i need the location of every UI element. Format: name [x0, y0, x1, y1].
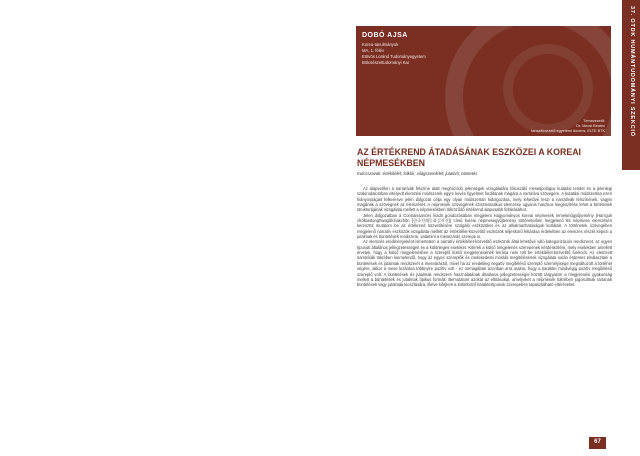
keywords-label: Kulcsszavak: — [357, 171, 382, 176]
page-number-badge — [589, 437, 606, 449]
page-number: 67 — [594, 439, 601, 445]
keywords-line — [357, 171, 612, 176]
body-paragraph: Az alapvetően a narratívák felszíne alatt meghúzódó jelenségek vizsgálatára fókuszáló mesetipológiai kutatási terület és a jelenlegi szakirodalomban elterjedt elemzési módszerek egyre kevés figyelmet fordítanak magára a narratíva szövegére. A kutatási módszertan ezen hiányosságait felkeresve jelen dolgozat célja egy olyan módszertan kidolgozása, mely lehetővé teszi a narratívák felszínének, vagyis magának a szövegnek az elemzését. A népmesék szövegének szisztematikus elemzése ugyanis hasznos kiegészítése lehet a történetek strukturájának vizsgálata mellett a népmesékben tükröződő értékrend alaposabb feltárásához. — [357, 186, 612, 213]
body-paragraph: Az elemzés eredményeként ismertetem a narratív értékítélet-közvetítő eszközök által lehetővé váló kategorizációs rendszeret, az egyes típusok általános jellegzetességeit és a különleges eseteket. Kiterek a külső megjelenés szerepének kérdéskörére, mely esetekben amellett érvelek, hogy a külső megjelenésben a szereplő külső megjelenésének leírása nem tölt be értékítélet-közvetítő funkciót. Az elemzett narratívák tükrében kiemelendő, hogy az egyes szereplők és cselekedetei morális megítélésének vizsgálata során érdemes elválasztani a büntetések és jutalmak rendszerét a meseárástól, mivel ha az eredetileg negatív megítélésű szereplő személyisége megváltozott a történet végére, akkor a mese lezárása többnyire pozitív volt - ez onmagában azonban arra utalna, hogy a karakter mindvégig pozitív megítélésű szereplő volt. A büntetések és jutalmak rendszere használatának általános jellegzetességei között tárgyalom a megjelenési gyakoriság mellett a büntetések és jutalmak típikus formáit. Bemutatom azokat az eltitásokat, amelyeket a népmesék tükrében jogosultnak tartanak büntetések vagy jutalmak kiosztására, illetve kifejtem a különböző karaktertípusok szerepeben tapasztalható eltéréseket. — [357, 239, 612, 288]
author-header — [356, 26, 611, 136]
author-affiliation — [362, 42, 426, 66]
author-faculty: Bölcsészettudományi Kar — [362, 60, 410, 65]
article-title-line: AZ ÉRTÉKREND ÁTADÁSÁNAK ESZKÖZEI A KOREAI — [357, 147, 581, 157]
article-body — [357, 186, 612, 288]
author-program: Korea-tanulmányok — [362, 42, 399, 47]
body-paragraph: Jelen dolgozatban a Connaissances kiadó gondozásában megjelent Hagyományos koreai népmesék remekműgyűjtemény (Han'guk chŏllaedonghwagŏlchakchŏn [한국전래동화걸작선]) című koreai népmesegyűjtemény történeteiben megjelenő 65 népmese elemzésén keresztül mutatom be az értékrend közvetítésére szolgáló eszközöket és az alkalmazhatóságuk korlátait. A történetek szövegében megjelenő narratív eszközök vizsgálata mellett az értékítélet-közvetítő eszközök teljeskörű feltárása érdekében az elemzés részét képezi a jutalmak és büntetések rendszere, valamint a mesezárás szerepe is. — [357, 212, 612, 240]
supervisor-block — [531, 119, 605, 134]
author-university: Eötvös Loránd Tudományegyetem — [362, 54, 426, 59]
keywords-list: értékítélet; folklór; világszemlélet; jutalom; büntetés — [382, 171, 478, 176]
article-title-line: NÉPMESÉKBEN — [357, 158, 425, 168]
supervisor-title: tanszékvezető egyetemi docens, ELTE BTK — [531, 129, 605, 133]
article-title — [357, 147, 612, 169]
supervisor-name: Dr. Mecsi Beatrix — [576, 124, 605, 128]
supervisor-label: Témavezető: — [583, 119, 605, 123]
author-name: DOBÓ AJSA — [362, 32, 408, 39]
section-side-label: 37. OTDK HUMÁNTUDOMÁNYI SZEKCIÓ — [629, 6, 635, 137]
author-semester: MA, 1. félév — [362, 48, 385, 53]
